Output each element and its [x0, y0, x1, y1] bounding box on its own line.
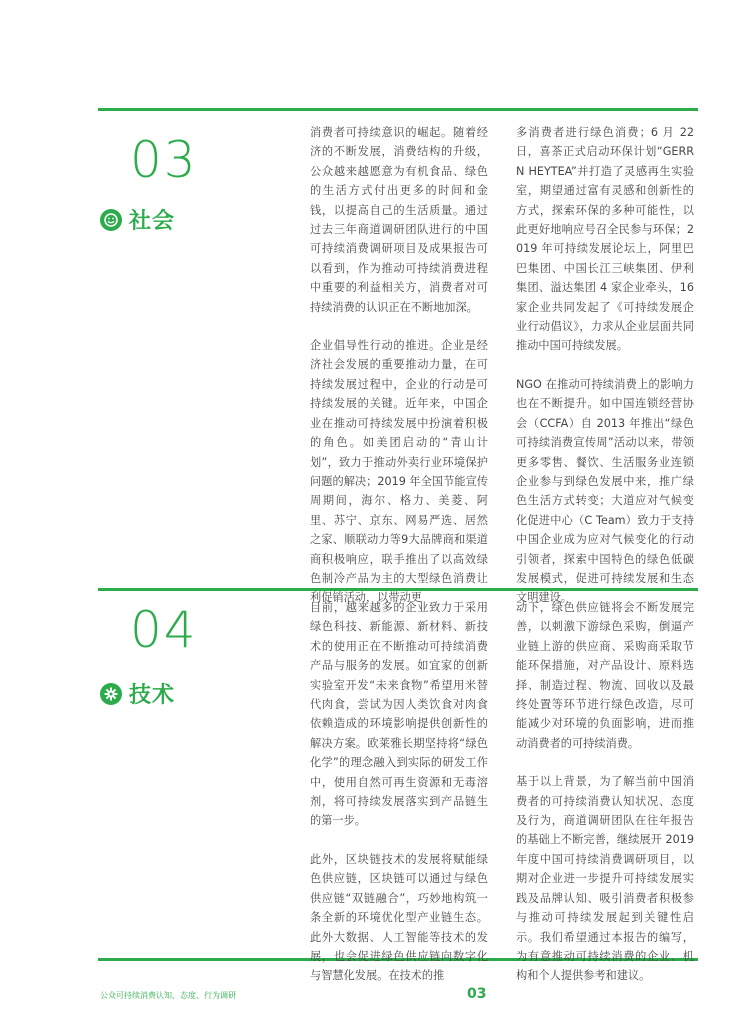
section-number: 04 [130, 601, 198, 659]
footer-title: 公众可持续消费认知、态度、行为调研 [100, 991, 236, 1000]
paragraph: 此外，区块链技术的发展将赋能绿色供应链，区块链可以通过与绿色供应链“双链融合”，巧妙地构筑一条全新的环境优化型产业链生态。此外大数据、人工智能等技术的发展，也会促进绿色供应链向数字化与智慧化发展。在技术的推 [310, 852, 488, 983]
paragraph: NGO 在推动可持续消费上的影响力也在不断提升。如中国连锁经营协会（CCFA）自 2013 年推出“绿色可持续消费宣传周”活动以来，带领更多零售、餐饮、生活服务业连锁企业参与到绿色发展中来，推广绿色生活方式转变；大道应对气候变化促进中心（C Team）致力于支持中国企业成为应对气候变化的行动引领者，探索中国特色的绿色低碳发展模式，促进可持续发展和生态文明建设。 [516, 377, 694, 605]
paragraph: 消费者可持续意识的崛起。随着经济的不断发展，消费结构的升级，公众越来越愿意为有机食品、绿色的生活方式付出更多的时间和金钱，以提高自己的生活质量。通过过去三年商道调研团队进行的中国可持续消费调研项目及成果报告可以看到，作为推动可持续消费进程中重要的利益相关方，消费者对可持续消费的认识正在不断地加深。 [310, 126, 488, 314]
section-title: 技术 [129, 683, 176, 708]
section-heading [100, 678, 175, 709]
gear-icon [100, 683, 122, 705]
smiley-icon [100, 209, 122, 231]
paragraph: 动下，绿色供应链将会不断发展完善，以刺激下游绿色采购，倒逼产业链上游的供应商、采购商采取节能环保措施，对产品设计、原料选择、制造过程、物流、回收以及最终处置等环节进行绿色改造，尽可能减少对环境的负面影响，进而推动消费者的可持续消费。 [516, 601, 694, 750]
paragraph: 基于以上背景，为了解当前中国消费者的可持续消费认知状况、态度及行为，商道调研团队在往年报告的基础上不断完善，继续展开 2019 年度中国可持续消费调研项目，以期对企业进一步提升可持续发展实践及品牌认知、吸引消费者积极参与推动可持续发展起到关键性启示。我们希望通过本报告的编写，为有意推动可持续消费的企业、机构和个人提供参考和建议。 [516, 775, 694, 983]
text-column [516, 123, 694, 627]
text-column [516, 598, 694, 1005]
text-column [310, 598, 488, 1005]
paragraph: 目前，越来越多的企业致力于采用绿色科技、新能源、新材料、新技术的使用正在不断推动可持续消费产品与服务的发展。如宜家的创新实验室开发“未来食物”希望用米替代肉食，尝试为因人类饮食对肉食依赖造成的环境影响提供创新性的解决方案。欧莱雅长期坚持将“绿色化学”的理念融入到实际的研发工作中，使用自然可再生资源和无毒溶剂，将可持续发展落实到产品链生的第一步。 [310, 601, 488, 828]
paragraph: 多消费者进行绿色消费；6 月 22 日，喜茶正式启动环保计划“GERRN HEYTEA”并打造了灵感再生实验室，期望通过富有灵感和创新性的方式，探索环保的多种可能性，以此更好地响应号召全民参与环保；2019 年可持续发展论坛上，阿里巴巴集团、中国长江三峡集团、伊利集团、溢达集团 4 家企业牵头，16 家企业共同发起了《可持续发展企业行动倡议》，力求从企业层面共同推动中国可持续发展。 [516, 126, 694, 353]
top-divider [98, 108, 698, 111]
section-heading [100, 204, 175, 235]
paragraph: 企业倡导性行动的推进。企业是经济社会发展的重要推动力量，在可持续发展过程中，企业的行动是可持续发展的关键。近年来，中国企业在推动可持续发展中扮演着积极的角色。如美团启动的“青山计划”，致力于推动外卖行业环境保护问题的解决；2019 年全国节能宣传周期间，海尔、格力、美菱、阿里、苏宁、京东、网易严选、居然之家、顺联动力等9大品牌商和渠道商积极响应，联手推出了以高效绿色制冷产品为主的大型绿色消费让利促销活动，以带动更 [310, 339, 488, 605]
text-column [310, 123, 488, 627]
page-number: 03 [467, 986, 487, 1002]
section-title: 社会 [129, 209, 176, 234]
section-number: 03 [130, 131, 198, 189]
